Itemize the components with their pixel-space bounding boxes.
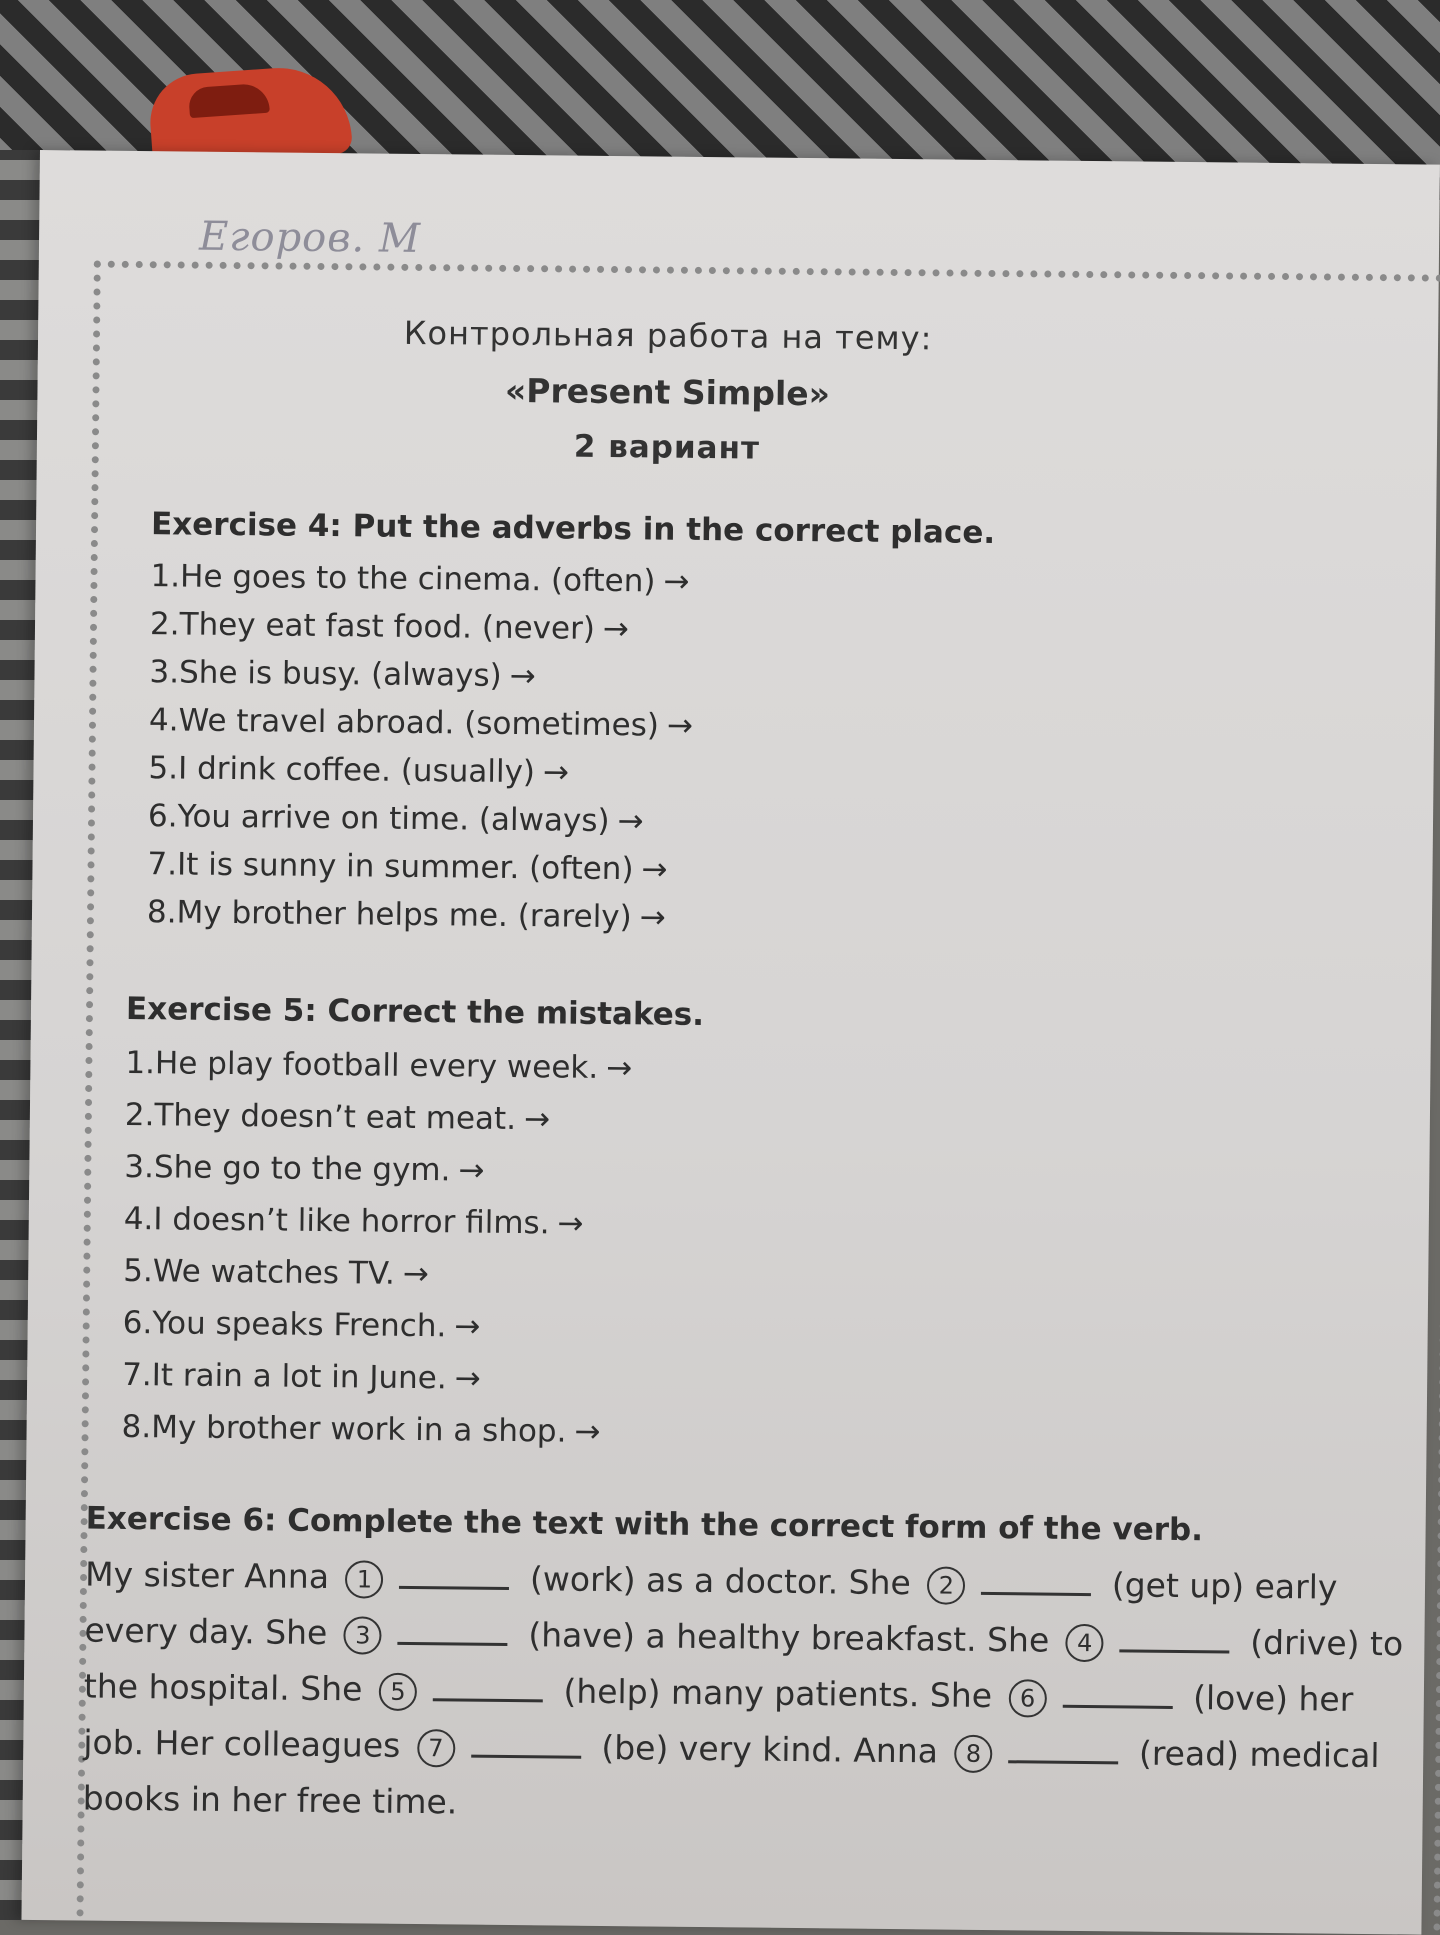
text-segment: (be) very kind. Anna: [601, 1727, 939, 1771]
header-line-3: 2 вариант: [573, 428, 761, 467]
exercise-4: [147, 506, 996, 945]
list-item: [121, 1401, 700, 1459]
text-segment: (work) as a doctor. She: [529, 1559, 912, 1603]
item-text: 6.You arrive on time. (always): [147, 798, 610, 840]
arrow-icon: →: [574, 1413, 601, 1450]
list-item: [124, 1193, 703, 1251]
item-text: 6.You speaks French.: [122, 1304, 447, 1345]
arrow-icon: →: [639, 899, 666, 936]
exercise-5: [121, 991, 704, 1459]
item-text: 7.It rain a lot in June.: [121, 1356, 447, 1397]
arrow-icon: →: [523, 1101, 551, 1138]
item-text: 4.I doesn’t like horror films.: [123, 1200, 550, 1242]
item-text: 4.We travel abroad. (sometimes): [148, 702, 660, 744]
answer-blank[interactable]: [433, 1670, 543, 1702]
arrow-icon: →: [557, 1205, 584, 1242]
answer-blank[interactable]: [981, 1564, 1091, 1596]
header-line-2: «Present Simple»: [504, 370, 831, 414]
arrow-icon: →: [663, 563, 690, 600]
number-circle: 3: [344, 1616, 382, 1654]
text-segment: (drive) to the hospital. She: [83, 1622, 1404, 1709]
item-text: 8.My brother helps me. (rarely): [146, 894, 632, 936]
text-segment: (help) many patients. She: [563, 1671, 993, 1716]
item-text: 1.He play football every week.: [125, 1044, 599, 1086]
answer-blank[interactable]: [398, 1614, 508, 1646]
answer-blank[interactable]: [1062, 1677, 1172, 1709]
number-circle: 1: [345, 1560, 383, 1598]
exercise-6: [82, 1501, 1425, 1841]
answer-blank[interactable]: [1120, 1621, 1230, 1653]
list-item: [122, 1297, 701, 1355]
list-item: [125, 1037, 704, 1095]
number-circle: 6: [1008, 1679, 1046, 1717]
item-text: 2.They eat fast food. (never): [149, 606, 596, 647]
list-item: [150, 600, 995, 657]
list-item: [125, 1089, 704, 1147]
number-circle: 8: [954, 1734, 992, 1772]
arrow-icon: →: [458, 1152, 485, 1189]
answer-blank[interactable]: [399, 1558, 509, 1590]
answer-blank[interactable]: [471, 1727, 581, 1759]
list-item: [148, 792, 993, 849]
handwritten-signature: Егоров. М: [198, 213, 422, 262]
item-text: 5.We watches TV.: [123, 1252, 396, 1292]
list-item: [149, 696, 994, 753]
list-item: [122, 1349, 701, 1407]
text-segment: (get up) early every day. She: [84, 1565, 1338, 1653]
list-item: [149, 648, 994, 705]
worksheet-paper: [21, 150, 1439, 1935]
list-item: [147, 840, 992, 897]
exercise-6-text: [82, 1547, 1425, 1841]
exercise-6-title: Exercise 6: Complete the text with the correct form of the verb.: [85, 1500, 1204, 1549]
header-line-1: Контрольная работа на тему:: [403, 313, 933, 358]
arrow-icon: →: [606, 1049, 633, 1087]
arrow-icon: →: [509, 657, 536, 695]
text-segment: (read) medical books in her free time.: [82, 1733, 1380, 1822]
item-text: 8.My brother work in a shop.: [121, 1408, 567, 1450]
arrow-icon: →: [641, 851, 668, 888]
item-text: 2.They doesn’t eat meat.: [124, 1096, 517, 1138]
list-item: [123, 1245, 702, 1303]
text-segment: (love) her job. Her colleagues: [83, 1678, 1354, 1765]
list-item: [150, 552, 995, 609]
worksheet-header: [297, 313, 1039, 488]
number-circle: 2: [927, 1566, 965, 1604]
exercise-4-title: Exercise 4: Put the adverbs in the correct place.: [150, 506, 996, 552]
arrow-icon: →: [402, 1255, 430, 1293]
number-circle: 5: [379, 1672, 417, 1710]
arrow-icon: →: [454, 1360, 481, 1397]
text-segment: My sister Anna: [84, 1554, 330, 1597]
arrow-icon: →: [617, 803, 644, 840]
arrow-icon: →: [666, 707, 694, 744]
item-text: 5.I drink coffee. (usually): [148, 750, 536, 791]
exercise-5-title: Exercise 5: Correct the mistakes.: [125, 990, 705, 1033]
item-text: 3.She go to the gym.: [124, 1148, 451, 1189]
item-text: 1.He goes to the cinema. (often): [150, 558, 656, 600]
list-item: [124, 1141, 703, 1199]
arrow-icon: →: [602, 610, 630, 648]
number-circle: 7: [417, 1729, 455, 1767]
answer-blank[interactable]: [1008, 1732, 1118, 1764]
item-text: 7.It is sunny in summer. (often): [147, 846, 634, 888]
number-circle: 4: [1066, 1623, 1104, 1661]
arrow-icon: →: [454, 1308, 481, 1345]
arrow-icon: →: [542, 754, 570, 791]
list-item: [147, 888, 992, 945]
text-segment: (have) a healthy breakfast. She: [528, 1615, 1050, 1660]
list-item: [148, 744, 993, 801]
item-text: 3.She is busy. (always): [149, 654, 502, 694]
